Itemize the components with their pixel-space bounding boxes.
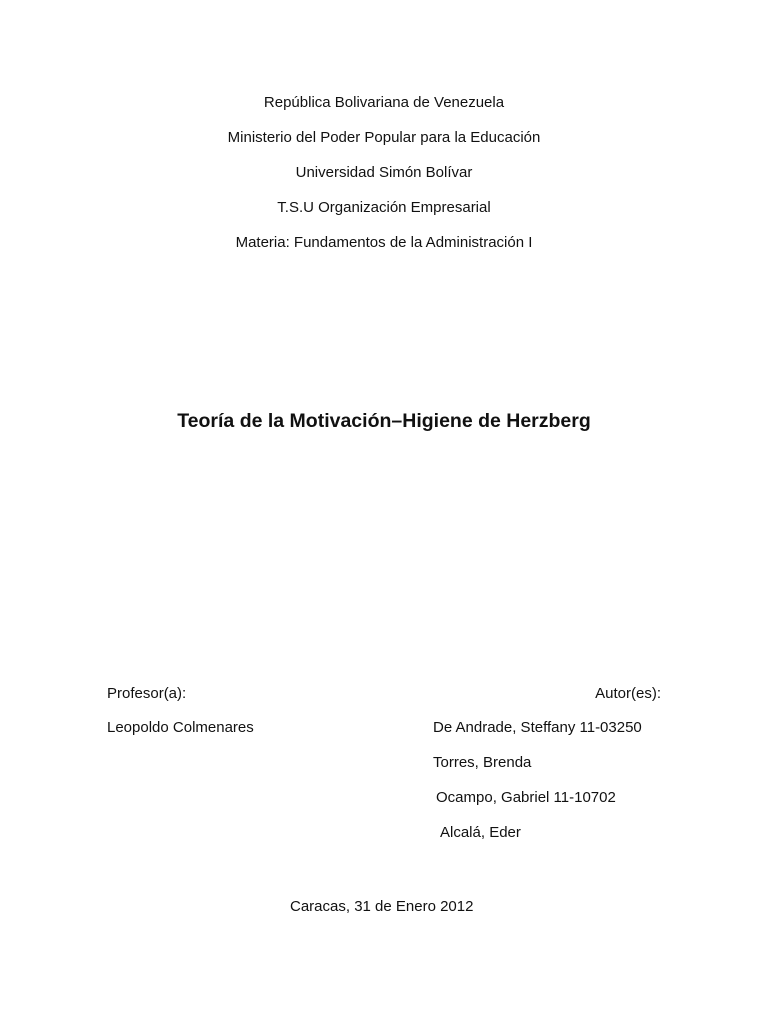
republic-line: República Bolivariana de Venezuela xyxy=(263,94,505,111)
professor-name: Leopoldo Colmenares xyxy=(107,719,254,736)
author-item-3: Ocampo, Gabriel 11-10702 xyxy=(436,789,616,806)
author-item-1: De Andrade, Steffany 11-03250 xyxy=(433,719,642,736)
authors-label: Autor(es): xyxy=(595,685,661,702)
author-item-2: Torres, Brenda xyxy=(433,754,532,771)
subject-line: Materia: Fundamentos de la Administración I xyxy=(235,234,533,251)
program-line: T.S.U Organización Empresarial xyxy=(277,199,491,216)
place-date: Caracas, 31 de Enero 2012 xyxy=(290,898,474,915)
university-line: Universidad Simón Bolívar xyxy=(295,164,473,181)
document-title: Teoría de la Motivación–Higiene de Herzberg xyxy=(177,410,591,432)
ministry-line: Ministerio del Poder Popular para la Educación xyxy=(227,129,541,146)
author-item-4: Alcalá, Eder xyxy=(440,824,521,841)
professor-label: Profesor(a): xyxy=(107,685,187,702)
